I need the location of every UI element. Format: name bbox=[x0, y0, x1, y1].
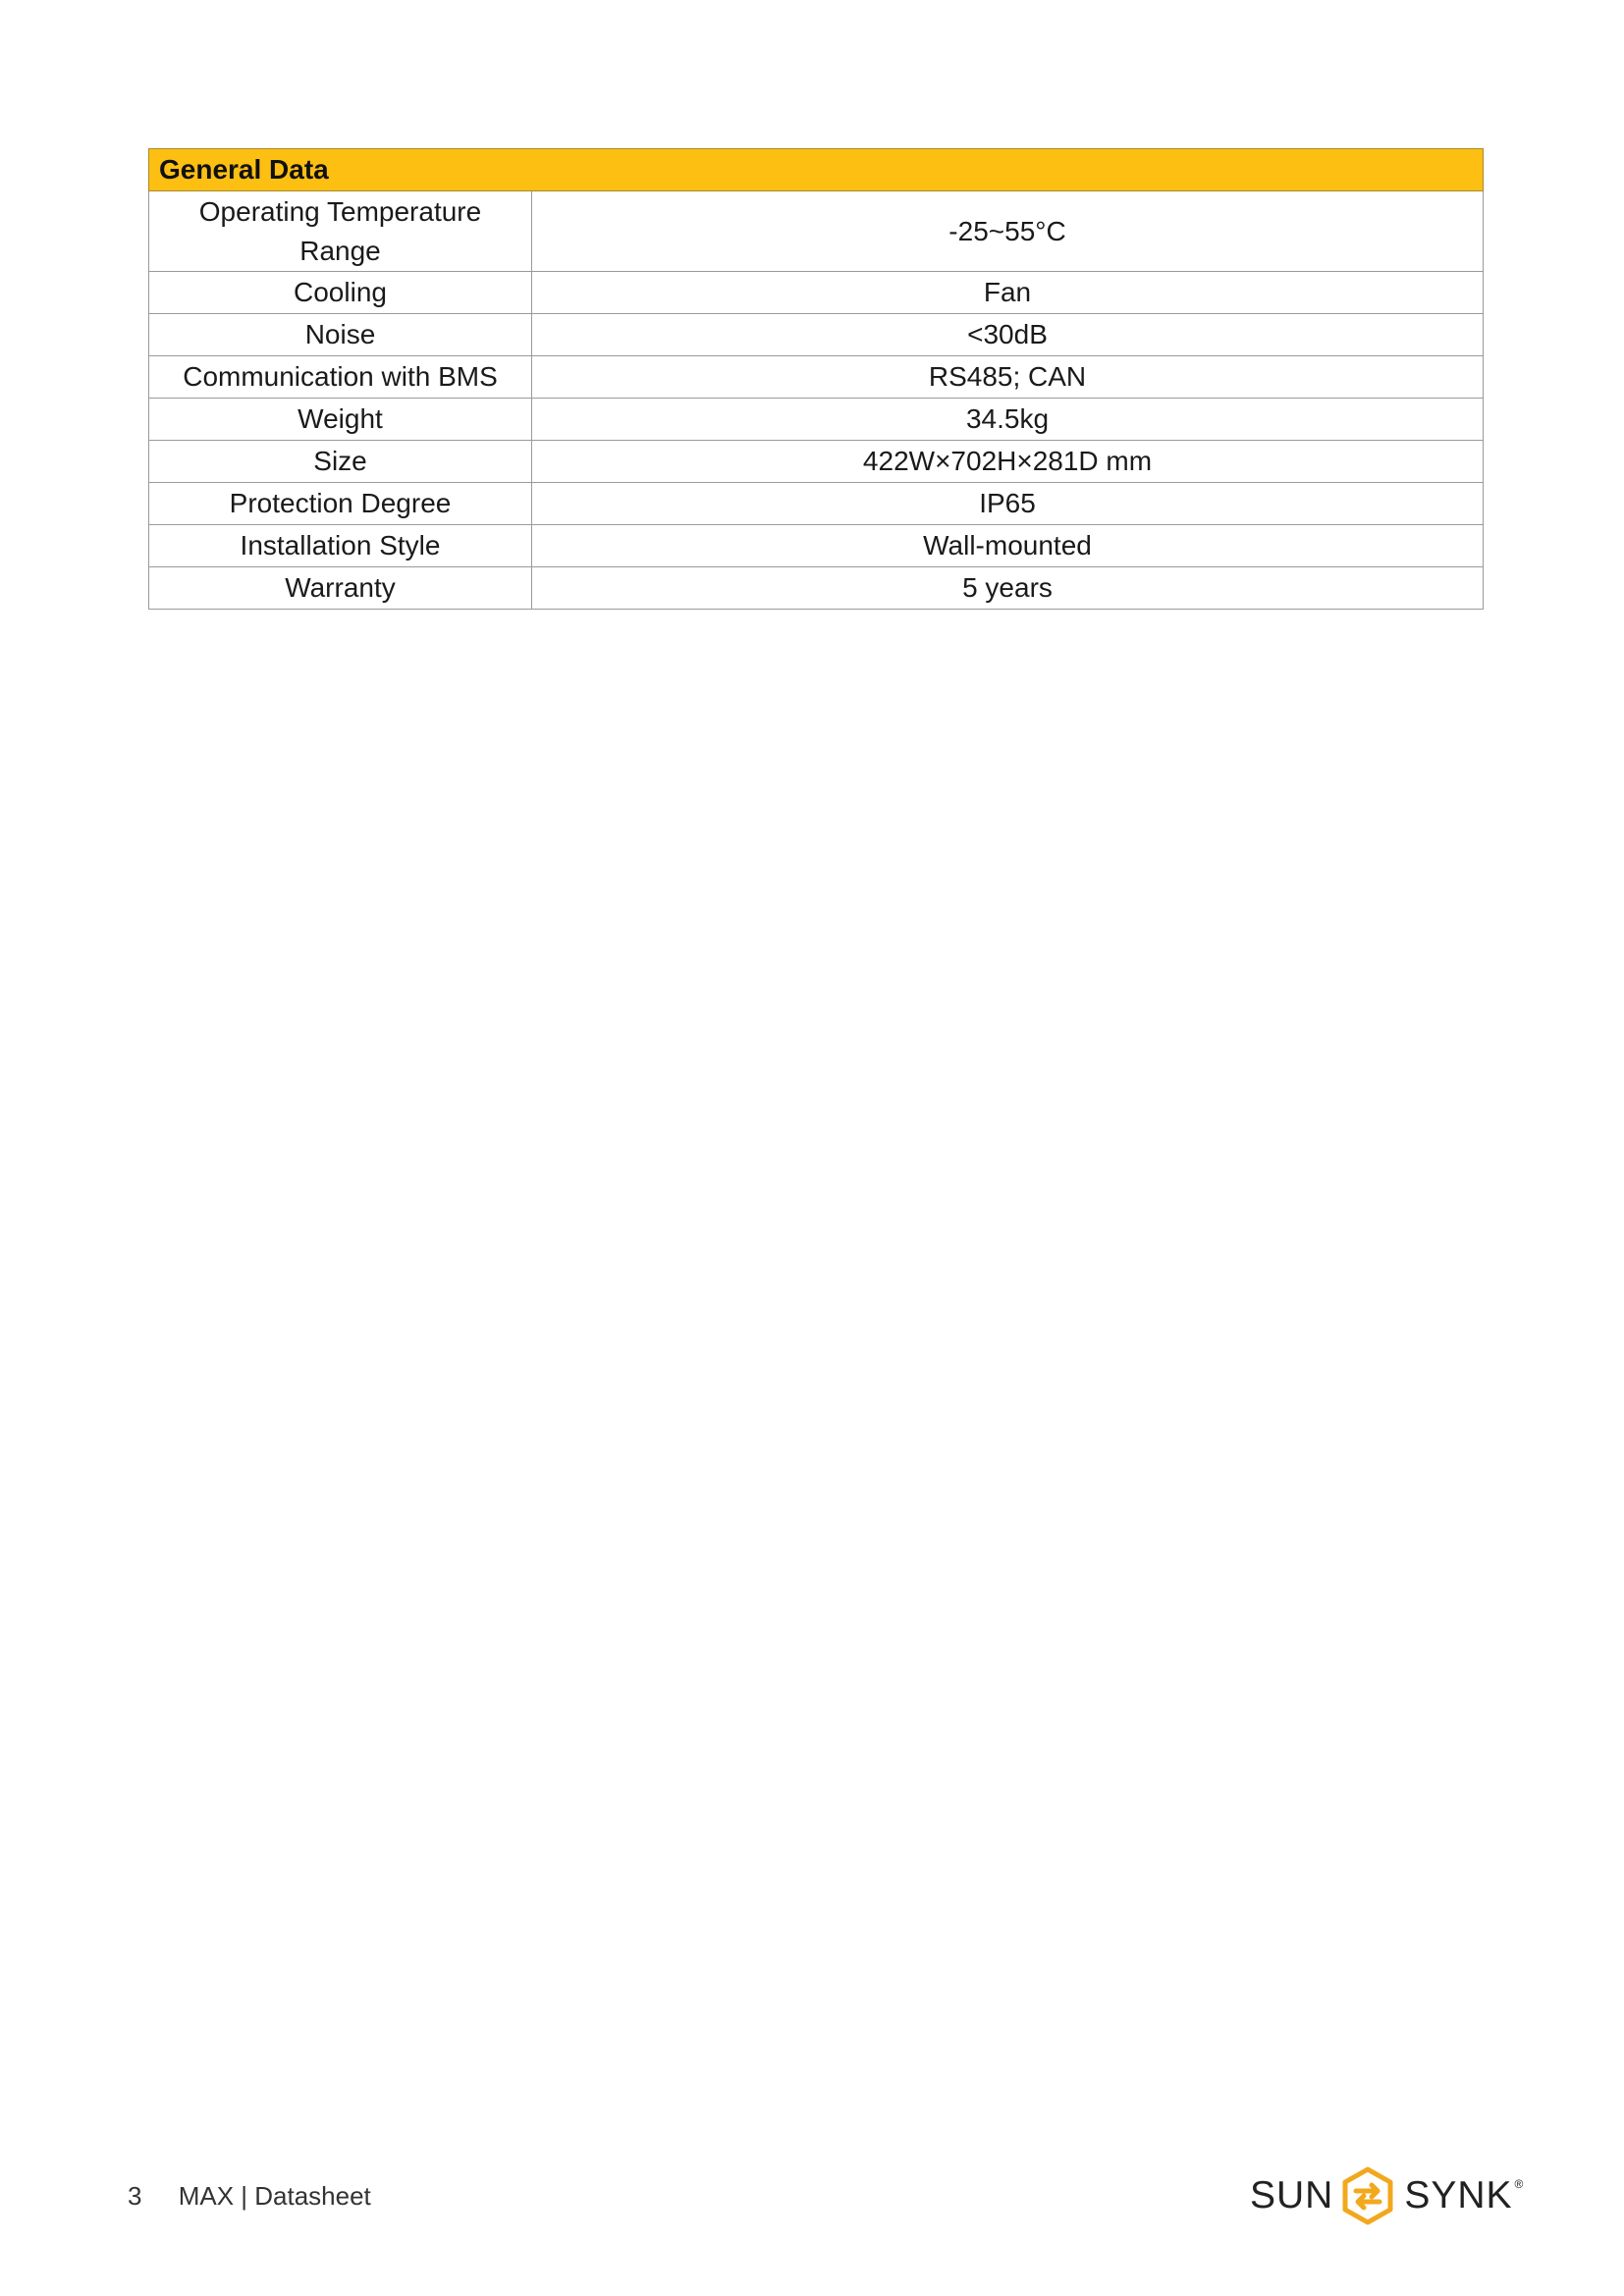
spec-value: IP65 bbox=[532, 483, 1484, 525]
table-row bbox=[149, 314, 1484, 356]
table-section-header-row bbox=[149, 149, 1484, 191]
spec-value: RS485; CAN bbox=[532, 356, 1484, 399]
registered-mark: ® bbox=[1514, 2177, 1525, 2191]
general-data-table bbox=[148, 148, 1484, 610]
table-row bbox=[149, 399, 1484, 441]
spec-value: 5 years bbox=[532, 567, 1484, 610]
spec-label: Communication with BMS bbox=[149, 356, 532, 399]
spec-value: 34.5kg bbox=[532, 399, 1484, 441]
document-title: MAX | Datasheet bbox=[178, 2181, 371, 2211]
spec-label: Weight bbox=[149, 399, 532, 441]
brand-text-right: SYNK bbox=[1404, 2174, 1513, 2216]
spec-label: Warranty bbox=[149, 567, 532, 610]
spec-label: Size bbox=[149, 441, 532, 483]
spec-label: Installation Style bbox=[149, 525, 532, 567]
table-row bbox=[149, 567, 1484, 610]
table-row bbox=[149, 356, 1484, 399]
table-row bbox=[149, 272, 1484, 314]
table-row bbox=[149, 441, 1484, 483]
sunsynk-hexagon-arrows-icon bbox=[1341, 2166, 1394, 2225]
brand-logo bbox=[1250, 2165, 1524, 2226]
spec-label: Operating Temperature Range bbox=[149, 191, 532, 272]
table-row bbox=[149, 483, 1484, 525]
spec-label: Noise bbox=[149, 314, 532, 356]
spec-value: <30dB bbox=[532, 314, 1484, 356]
spec-label: Protection Degree bbox=[149, 483, 532, 525]
page-number: 3 bbox=[128, 2181, 142, 2211]
spec-value: 422W×702H×281D mm bbox=[532, 441, 1484, 483]
table-row bbox=[149, 191, 1484, 272]
spec-value: -25~55°C bbox=[532, 191, 1484, 272]
table-row bbox=[149, 525, 1484, 567]
spec-label: Cooling bbox=[149, 272, 532, 314]
page-footer bbox=[128, 2181, 371, 2212]
brand-text-left: SUN bbox=[1250, 2174, 1334, 2216]
spec-value: Fan bbox=[532, 272, 1484, 314]
section-title: General Data bbox=[149, 149, 1484, 191]
spec-value: Wall-mounted bbox=[532, 525, 1484, 567]
